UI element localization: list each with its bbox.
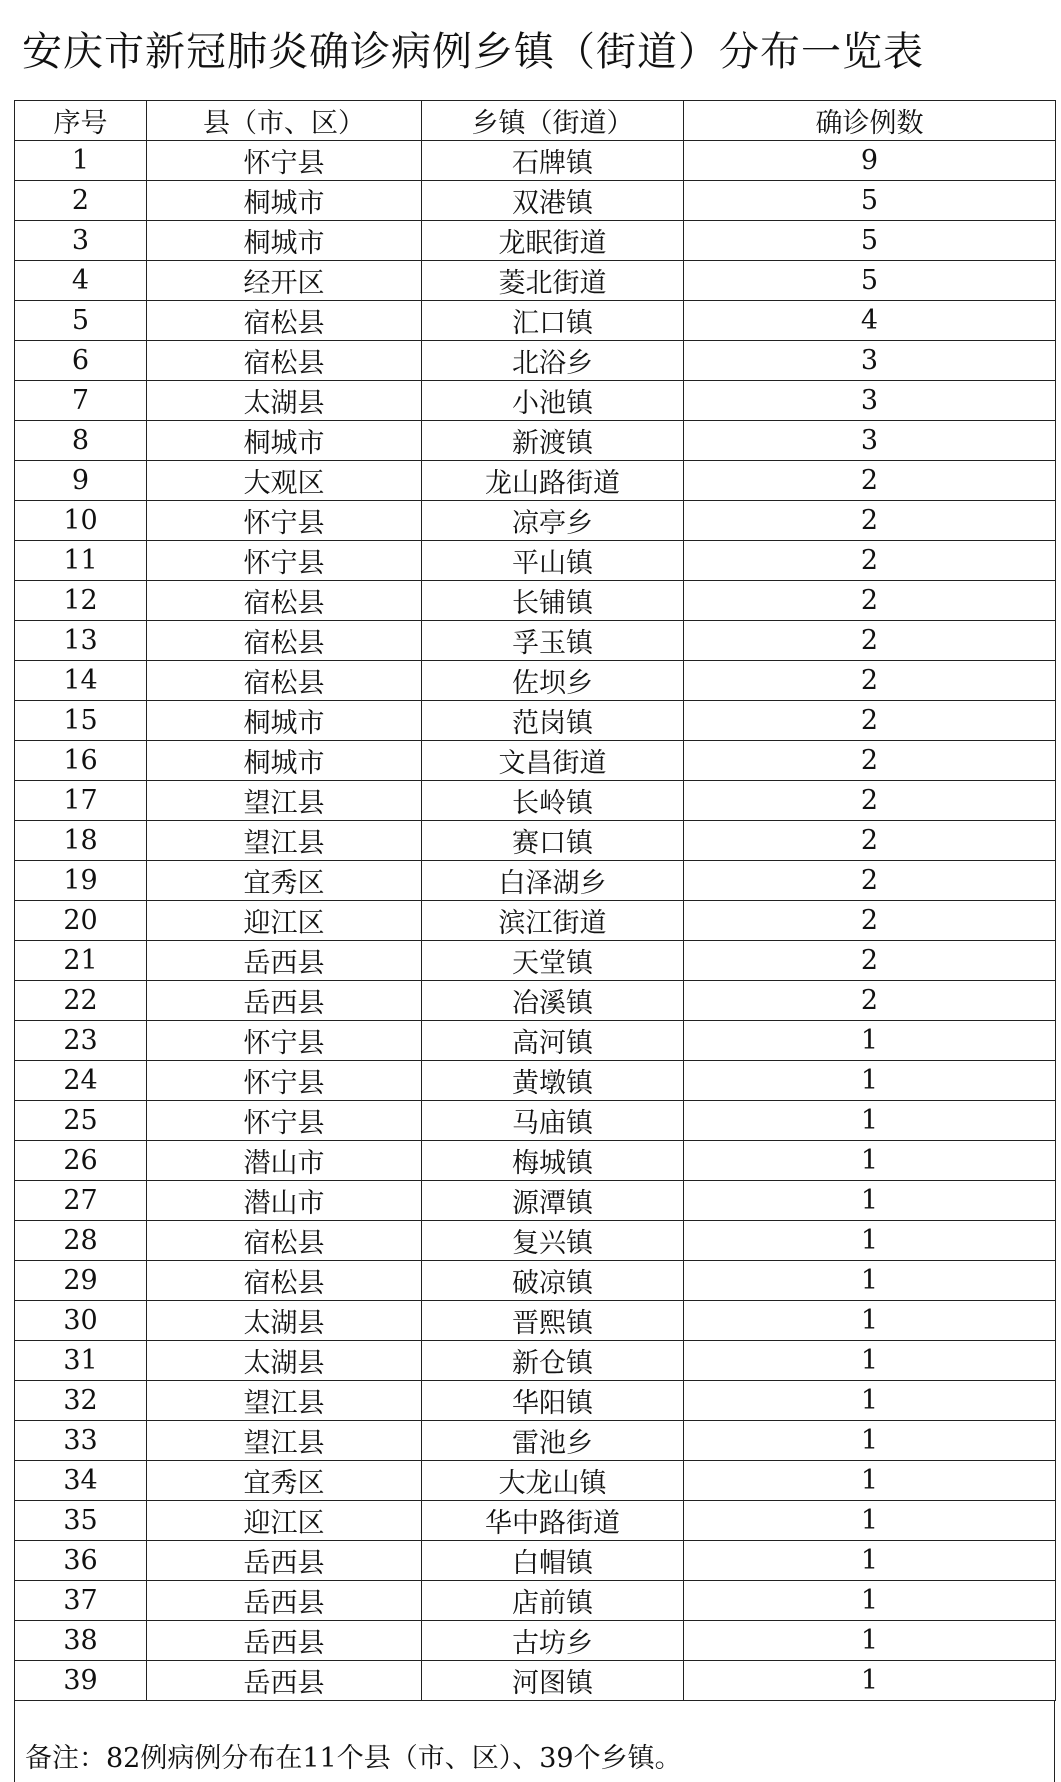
cell-index: 16 [15, 741, 147, 781]
cell-index: 36 [15, 1541, 147, 1581]
cell-index: 31 [15, 1341, 147, 1381]
table-row [15, 1461, 1056, 1501]
cell-county: 宜秀区 [147, 1461, 422, 1501]
cell-county: 宿松县 [147, 341, 422, 381]
table-row [15, 901, 1056, 941]
cell-county: 桐城市 [147, 221, 422, 261]
cell-index: 29 [15, 1261, 147, 1301]
table-footer [14, 1700, 1055, 1782]
cell-town: 黄墩镇 [422, 1061, 684, 1101]
table-row [15, 1101, 1056, 1141]
cell-case-count: 5 [684, 181, 1056, 221]
header-town: 乡镇（街道） [422, 101, 684, 141]
cell-town: 凉亭乡 [422, 501, 684, 541]
cell-case-count: 2 [684, 941, 1056, 981]
cell-town: 高河镇 [422, 1021, 684, 1061]
cell-town: 大龙山镇 [422, 1461, 684, 1501]
table-row [15, 741, 1056, 781]
table-row [15, 1261, 1056, 1301]
cell-case-count: 2 [684, 781, 1056, 821]
cell-index: 4 [15, 261, 147, 301]
cell-town: 破凉镇 [422, 1261, 684, 1301]
cell-index: 17 [15, 781, 147, 821]
table-row [15, 541, 1056, 581]
cell-index: 30 [15, 1301, 147, 1341]
table-row [15, 1181, 1056, 1221]
cell-case-count: 1 [684, 1061, 1056, 1101]
cell-case-count: 9 [684, 141, 1056, 181]
table-row [15, 1141, 1056, 1181]
cell-case-count: 1 [684, 1341, 1056, 1381]
cell-county: 望江县 [147, 1421, 422, 1461]
cell-index: 24 [15, 1061, 147, 1101]
cell-case-count: 1 [684, 1181, 1056, 1221]
cell-case-count: 1 [684, 1381, 1056, 1421]
cell-county: 大观区 [147, 461, 422, 501]
cell-index: 12 [15, 581, 147, 621]
cell-town: 双港镇 [422, 181, 684, 221]
cell-county: 岳西县 [147, 1541, 422, 1581]
cell-case-count: 3 [684, 381, 1056, 421]
cell-town: 河图镇 [422, 1661, 684, 1701]
cell-county: 桐城市 [147, 421, 422, 461]
cell-county: 怀宁县 [147, 1061, 422, 1101]
cell-county: 潜山市 [147, 1181, 422, 1221]
table-row [15, 981, 1056, 1021]
table-row [15, 621, 1056, 661]
cell-town: 孚玉镇 [422, 621, 684, 661]
cell-case-count: 1 [684, 1621, 1056, 1661]
cell-county: 桐城市 [147, 701, 422, 741]
cell-index: 19 [15, 861, 147, 901]
table-row [15, 821, 1056, 861]
table-row [15, 381, 1056, 421]
cell-index: 21 [15, 941, 147, 981]
cell-town: 晋熙镇 [422, 1301, 684, 1341]
cell-town: 菱北街道 [422, 261, 684, 301]
cell-index: 15 [15, 701, 147, 741]
cell-case-count: 2 [684, 461, 1056, 501]
cell-case-count: 1 [684, 1501, 1056, 1541]
cell-index: 26 [15, 1141, 147, 1181]
cell-town: 新渡镇 [422, 421, 684, 461]
cell-case-count: 2 [684, 541, 1056, 581]
header-county: 县（市、区） [147, 101, 422, 141]
cell-index: 37 [15, 1581, 147, 1621]
cell-case-count: 2 [684, 821, 1056, 861]
cell-case-count: 4 [684, 301, 1056, 341]
cell-case-count: 2 [684, 981, 1056, 1021]
table-row [15, 781, 1056, 821]
cell-case-count: 1 [684, 1021, 1056, 1061]
table-row [15, 181, 1056, 221]
cell-case-count: 2 [684, 901, 1056, 941]
cell-county: 望江县 [147, 781, 422, 821]
cell-town: 梅城镇 [422, 1141, 684, 1181]
page-title: 安庆市新冠肺炎确诊病例乡镇（街道）分布一览表 [22, 29, 924, 75]
cell-town: 冶溪镇 [422, 981, 684, 1021]
cell-county: 岳西县 [147, 1661, 422, 1701]
cell-county: 太湖县 [147, 1301, 422, 1341]
cell-index: 27 [15, 1181, 147, 1221]
cell-town: 华阳镇 [422, 1381, 684, 1421]
cell-index: 10 [15, 501, 147, 541]
cell-case-count: 2 [684, 621, 1056, 661]
cell-case-count: 5 [684, 221, 1056, 261]
cell-town: 平山镇 [422, 541, 684, 581]
cell-index: 9 [15, 461, 147, 501]
cell-index: 20 [15, 901, 147, 941]
table-row [15, 421, 1056, 461]
cell-index: 1 [15, 141, 147, 181]
cell-index: 39 [15, 1661, 147, 1701]
cell-index: 7 [15, 381, 147, 421]
cell-county: 宿松县 [147, 621, 422, 661]
cell-case-count: 3 [684, 421, 1056, 461]
cell-county: 岳西县 [147, 981, 422, 1021]
table-row [15, 581, 1056, 621]
cell-index: 28 [15, 1221, 147, 1261]
cell-index: 11 [15, 541, 147, 581]
cell-town: 马庙镇 [422, 1101, 684, 1141]
cell-county: 宿松县 [147, 1221, 422, 1261]
cell-index: 22 [15, 981, 147, 1021]
cell-town: 新仓镇 [422, 1341, 684, 1381]
cell-town: 范岗镇 [422, 701, 684, 741]
cell-index: 6 [15, 341, 147, 381]
cell-county: 望江县 [147, 821, 422, 861]
cell-county: 宿松县 [147, 661, 422, 701]
cell-town: 复兴镇 [422, 1221, 684, 1261]
cell-county: 桐城市 [147, 741, 422, 781]
cell-case-count: 1 [684, 1581, 1056, 1621]
table-row [15, 1221, 1056, 1261]
cell-county: 望江县 [147, 1381, 422, 1421]
cell-county: 岳西县 [147, 941, 422, 981]
table-row [15, 941, 1056, 981]
table-row [15, 301, 1056, 341]
case-distribution-table [14, 100, 1056, 1701]
cell-county: 宿松县 [147, 581, 422, 621]
cell-index: 32 [15, 1381, 147, 1421]
table-row [15, 1581, 1056, 1621]
cell-index: 5 [15, 301, 147, 341]
cell-county: 怀宁县 [147, 1021, 422, 1061]
cell-case-count: 5 [684, 261, 1056, 301]
cell-index: 34 [15, 1461, 147, 1501]
cell-case-count: 1 [684, 1101, 1056, 1141]
cell-county: 经开区 [147, 261, 422, 301]
cell-county: 潜山市 [147, 1141, 422, 1181]
table-row [15, 501, 1056, 541]
table-row [15, 221, 1056, 261]
table-row [15, 261, 1056, 301]
cell-case-count: 1 [684, 1301, 1056, 1341]
cell-case-count: 2 [684, 861, 1056, 901]
cell-town: 源潭镇 [422, 1181, 684, 1221]
table-row [15, 1621, 1056, 1661]
header-case-count: 确诊例数 [684, 101, 1056, 141]
cell-town: 天堂镇 [422, 941, 684, 981]
cell-case-count: 1 [684, 1661, 1056, 1701]
cell-county: 宿松县 [147, 301, 422, 341]
cell-county: 太湖县 [147, 381, 422, 421]
cell-town: 文昌街道 [422, 741, 684, 781]
header-index: 序号 [15, 101, 147, 141]
cell-index: 14 [15, 661, 147, 701]
table-row [15, 701, 1056, 741]
cell-case-count: 2 [684, 581, 1056, 621]
cell-town: 华中路街道 [422, 1501, 684, 1541]
table-row [15, 1541, 1056, 1581]
cell-case-count: 2 [684, 701, 1056, 741]
cell-index: 13 [15, 621, 147, 661]
cell-case-count: 3 [684, 341, 1056, 381]
table-row [15, 1501, 1056, 1541]
cell-case-count: 1 [684, 1421, 1056, 1461]
cell-index: 2 [15, 181, 147, 221]
cell-county: 怀宁县 [147, 1101, 422, 1141]
cell-town: 白帽镇 [422, 1541, 684, 1581]
cell-case-count: 1 [684, 1141, 1056, 1181]
cell-index: 35 [15, 1501, 147, 1541]
cell-case-count: 2 [684, 501, 1056, 541]
cell-town: 古坊乡 [422, 1621, 684, 1661]
table-row [15, 1301, 1056, 1341]
cell-county: 怀宁县 [147, 501, 422, 541]
cell-town: 龙眠街道 [422, 221, 684, 261]
table-row [15, 1421, 1056, 1461]
table-body [15, 141, 1056, 1701]
table-row [15, 1021, 1056, 1061]
cell-town: 白泽湖乡 [422, 861, 684, 901]
cell-town: 龙山路街道 [422, 461, 684, 501]
cell-town: 雷池乡 [422, 1421, 684, 1461]
table-row [15, 141, 1056, 181]
cell-case-count: 1 [684, 1221, 1056, 1261]
cell-town: 石牌镇 [422, 141, 684, 181]
cell-county: 宿松县 [147, 1261, 422, 1301]
footnote: 备注：82例病例分布在11个县（市、区）、39个乡镇。 [25, 1743, 682, 1774]
cell-town: 北浴乡 [422, 341, 684, 381]
cell-town: 店前镇 [422, 1581, 684, 1621]
table-row [15, 461, 1056, 501]
table-row [15, 1341, 1056, 1381]
cell-index: 38 [15, 1621, 147, 1661]
table-row [15, 341, 1056, 381]
table-row [15, 861, 1056, 901]
cell-county: 怀宁县 [147, 541, 422, 581]
cell-index: 18 [15, 821, 147, 861]
cell-index: 25 [15, 1101, 147, 1141]
cell-county: 岳西县 [147, 1621, 422, 1661]
cell-county: 太湖县 [147, 1341, 422, 1381]
cell-county: 岳西县 [147, 1581, 422, 1621]
cell-index: 3 [15, 221, 147, 261]
cell-case-count: 1 [684, 1261, 1056, 1301]
cell-county: 怀宁县 [147, 141, 422, 181]
cell-case-count: 1 [684, 1541, 1056, 1581]
cell-town: 长岭镇 [422, 781, 684, 821]
cell-index: 8 [15, 421, 147, 461]
cell-town: 长铺镇 [422, 581, 684, 621]
table-row [15, 1381, 1056, 1421]
cell-town: 小池镇 [422, 381, 684, 421]
cell-town: 佐坝乡 [422, 661, 684, 701]
cell-county: 迎江区 [147, 901, 422, 941]
cell-town: 汇口镇 [422, 301, 684, 341]
cell-county: 宜秀区 [147, 861, 422, 901]
table-row [15, 661, 1056, 701]
cell-county: 迎江区 [147, 1501, 422, 1541]
cell-case-count: 1 [684, 1461, 1056, 1501]
table-row [15, 1661, 1056, 1701]
cell-case-count: 2 [684, 741, 1056, 781]
cell-case-count: 2 [684, 661, 1056, 701]
table-row [15, 1061, 1056, 1101]
cell-county: 桐城市 [147, 181, 422, 221]
cell-index: 23 [15, 1021, 147, 1061]
cell-town: 滨江街道 [422, 901, 684, 941]
cell-index: 33 [15, 1421, 147, 1461]
cell-town: 赛口镇 [422, 821, 684, 861]
table-header-row [15, 101, 1056, 141]
